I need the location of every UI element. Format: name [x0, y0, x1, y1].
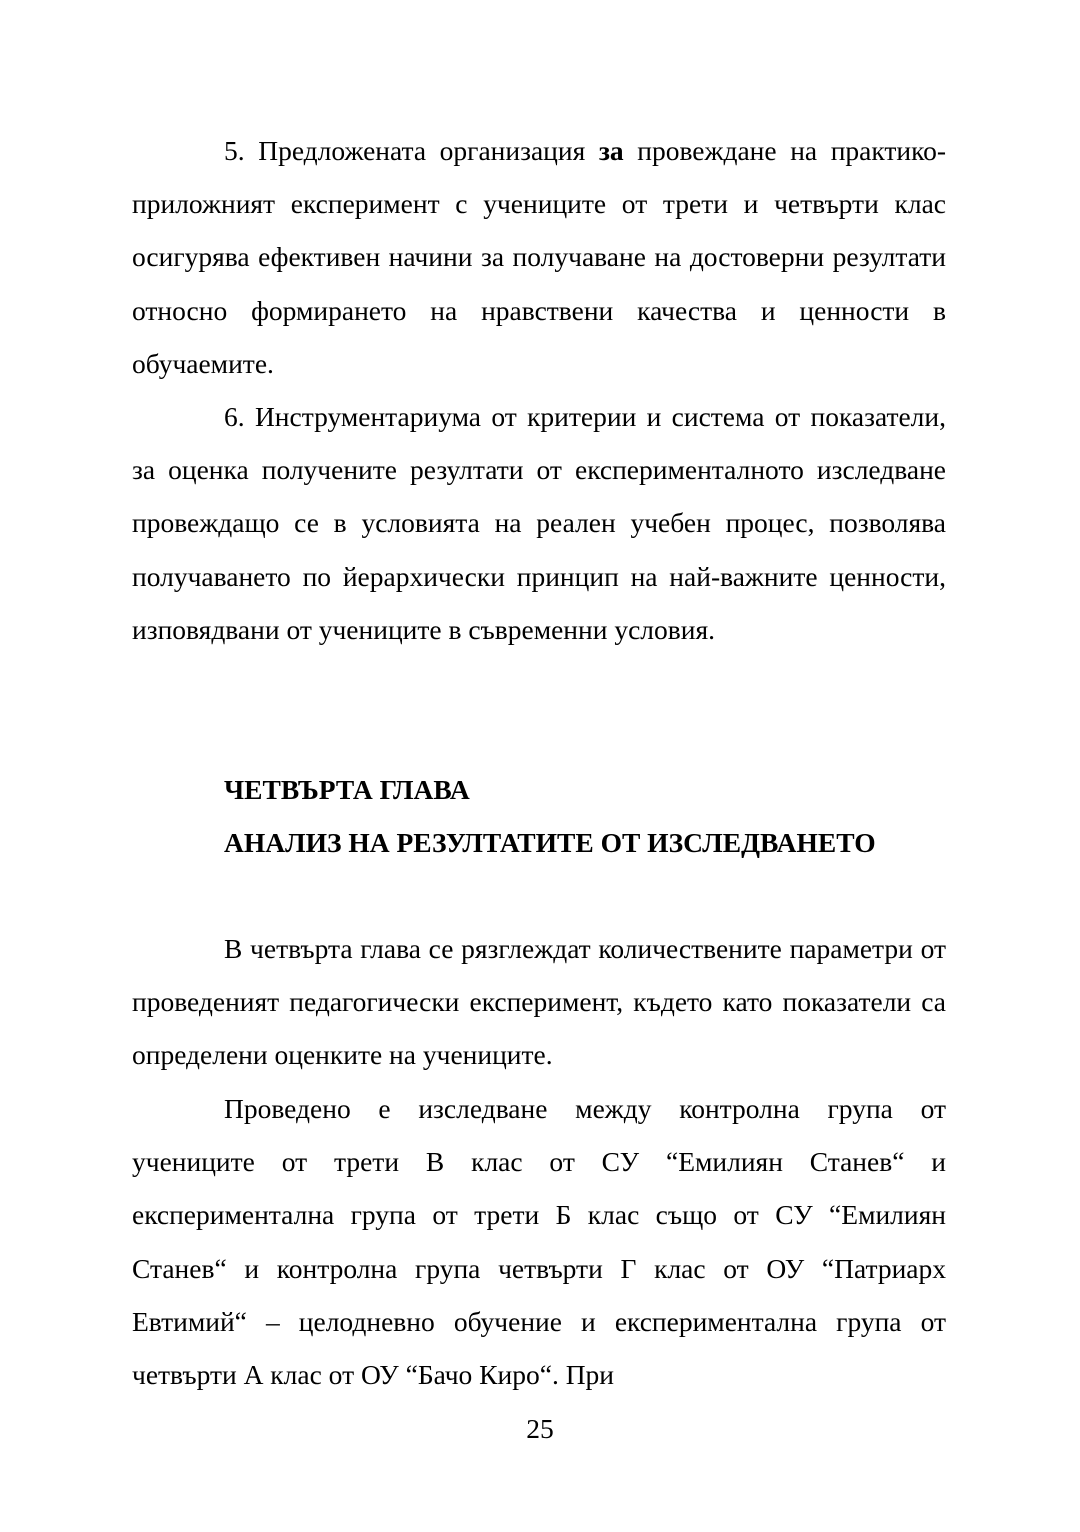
chapter-intro-paragraph: В четвърта глава се рязглеждат количествените параметри от проведеният педагогически експеримент, където като показатели са определени оценките на учениците. — [132, 933, 946, 1071]
chapter-intro — [132, 922, 946, 1082]
research-description-paragraph: Проведено е изследване между контролна група от учениците от трети В клас от СУ “Емилиян Станев“ и експериментална група от трети Б клас също от СУ “Емилиян Станев“ и контролна група четвърти Г клас от ОУ “Патриарх Евтимий“ – целодневно обучение и експериментална група от четвърти А клас от ОУ “Бачо Киро“. При — [132, 1093, 946, 1391]
item-6-paragraph: 6. Инструментариума от критерии и система от показатели, за оценка получените резултати от експерименталното изследване провеждащо се в условията на реален учебен процес, позволява получаването по йерархически принцип на най-важните ценности, изповядвани от учениците в съвременни условия. — [132, 401, 946, 645]
item-5-text-start: 5. Предложената организация — [224, 135, 599, 166]
research-description — [132, 1082, 946, 1401]
conclusion-item-6 — [132, 390, 946, 656]
page-number: 25 — [526, 1413, 554, 1444]
chapter-title: АНАЛИЗ НА РЕЗУЛТАТИТЕ ОТ ИЗСЛЕДВАНЕТО — [224, 827, 876, 859]
item-5-text-end: провеждане на практико-приложният експеримент с учениците от трети и четвърти клас осигурява ефективен начини за получаване на достоверни резултати относно формирането на нравствени качества и ценности в обучаемите. — [132, 135, 946, 379]
item-5-bold-word: за — [598, 135, 624, 166]
chapter-heading — [132, 763, 946, 869]
chapter-label: ЧЕТВЪРТА ГЛАВА — [224, 774, 470, 805]
conclusion-item-5 — [132, 124, 946, 390]
item-5-paragraph — [132, 124, 946, 390]
